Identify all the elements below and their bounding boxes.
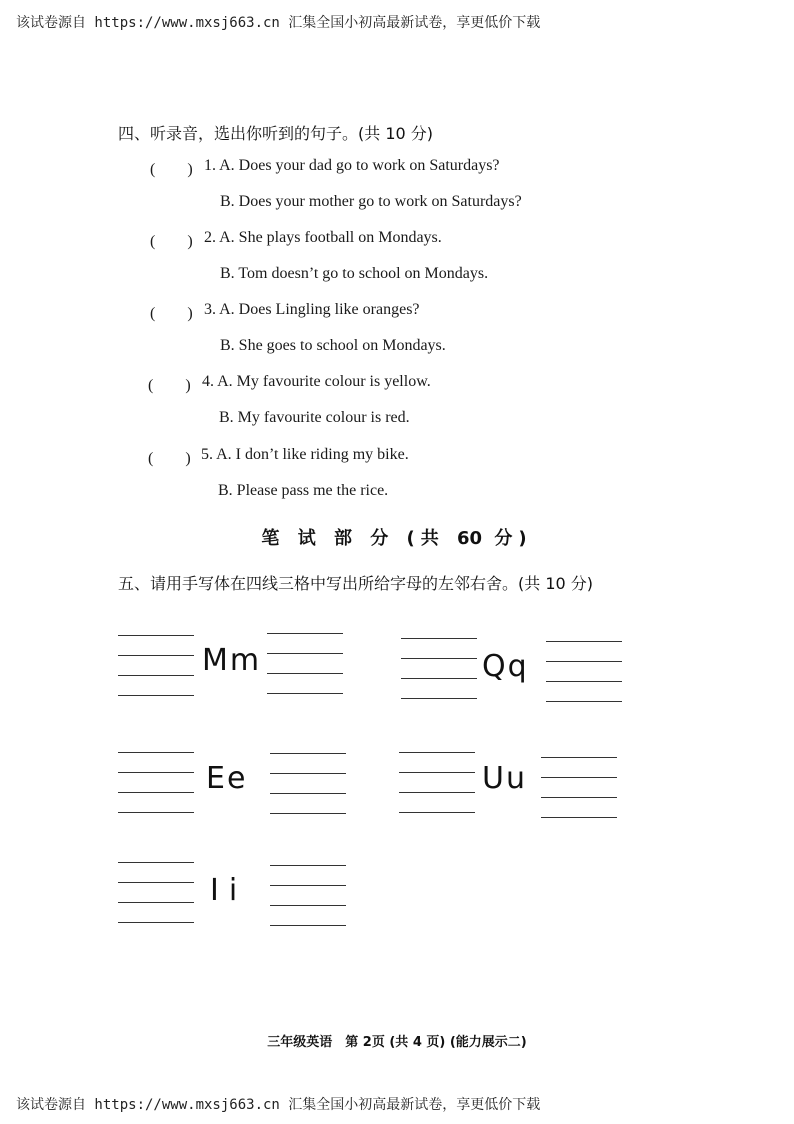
answer-blank-3[interactable]: ( ): [150, 305, 193, 322]
four-line-grid-ee-left[interactable]: [118, 752, 194, 814]
section-five-title: 五、请用手写体在四线三格中写出所给字母的左邻右舍。(共 10 分): [118, 574, 594, 593]
answer-blank-5[interactable]: ( ): [148, 450, 191, 467]
four-line-grid-ii-right[interactable]: [270, 865, 346, 927]
written-part-score: 60: [457, 528, 483, 549]
given-letter-qq: Qq: [482, 649, 529, 684]
four-line-grid-mm-right[interactable]: [267, 633, 343, 695]
section-four-title: 四、听录音，选出你听到的句子。(共 10 分): [118, 124, 434, 143]
watermark-bottom: 该试卷源自 https://www.mxsj663.cn 汇集全国小初高最新试卷，享更低价下载: [16, 1097, 541, 1113]
watermark-top: 该试卷源自 https://www.mxsj663.cn 汇集全国小初高最新试卷，享更低价下载: [16, 15, 541, 31]
written-part-header: [0, 524, 794, 550]
question-5-option-a: 5. A. I don’t like riding my bike.: [201, 446, 409, 463]
question-1-option-b: B. Does your mother go to work on Saturdays?: [220, 193, 522, 210]
answer-blank-2[interactable]: ( ): [150, 233, 193, 250]
given-letter-ii: Ii: [210, 873, 248, 908]
four-line-grid-qq-right[interactable]: [546, 641, 622, 703]
question-4-option-a: 4. A. My favourite colour is yellow.: [202, 373, 431, 390]
given-letter-uu: Uu: [482, 761, 527, 796]
question-1-option-a: 1. A. Does your dad go to work on Saturdays?: [204, 157, 500, 174]
given-letter-mm: Mm: [202, 643, 262, 678]
page-footer: 三年级英语 第 2页 (共 4 页) (能力展示二): [267, 1035, 527, 1050]
four-line-grid-mm-left[interactable]: [118, 635, 194, 697]
four-line-grid-qq-left[interactable]: [401, 638, 477, 700]
four-line-grid-uu-left[interactable]: [399, 752, 475, 814]
question-3-option-b: B. She goes to school on Mondays.: [220, 337, 446, 354]
answer-blank-1[interactable]: ( ): [150, 161, 193, 178]
question-3-option-a: 3. A. Does Lingling like oranges?: [204, 301, 420, 318]
question-2-option-b: B. Tom doesn’t go to school on Mondays.: [220, 265, 489, 282]
four-line-grid-ee-right[interactable]: [270, 753, 346, 815]
four-line-grid-uu-right[interactable]: [541, 757, 617, 819]
question-4-option-b: B. My favourite colour is red.: [219, 409, 410, 426]
four-line-grid-ii-left[interactable]: [118, 862, 194, 924]
answer-blank-4[interactable]: ( ): [148, 377, 191, 394]
question-2-option-a: 2. A. She plays football on Mondays.: [204, 229, 442, 246]
written-part-unit: 分): [494, 528, 533, 549]
written-part-label: 笔 试 部 分 (共: [261, 528, 445, 549]
given-letter-ee: Ee: [206, 761, 248, 796]
question-5-option-b: B. Please pass me the rice.: [218, 482, 389, 499]
